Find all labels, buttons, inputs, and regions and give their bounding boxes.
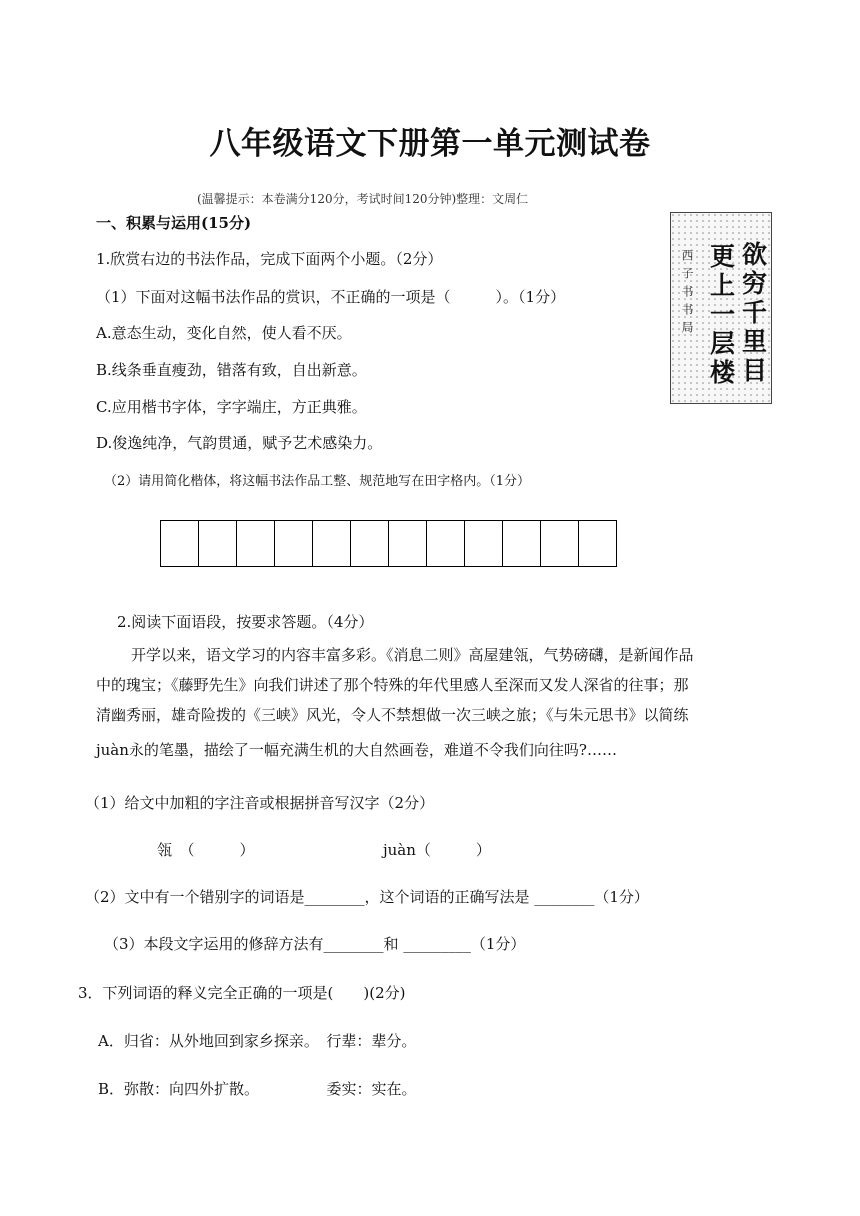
grid-cell[interactable] xyxy=(161,521,199,566)
passage-line: 清幽秀丽，雄奇险拨的《三峡》风光，令人不禁想做一次三峡之旅；《与朱元思书》以简练 xyxy=(96,706,689,724)
question-2-stem: 2.阅读下面语段，按要求答题。（4分） xyxy=(117,613,374,631)
option-d: D.俊逸纯净，气韵贯通，赋予艺术感染力。 xyxy=(96,434,383,452)
calligraphy-col-1: 欲穷千里目 xyxy=(738,241,768,386)
exam-hint: (温馨提示：本卷满分120分，考试时间120分钟)整理：文周仁 xyxy=(197,192,529,206)
option-a: A.意态生动，变化自然，使人看不厌。 xyxy=(96,324,352,342)
grid-cell[interactable] xyxy=(275,521,313,566)
fill-blank-2[interactable]: juàn（ ） xyxy=(383,841,491,859)
question-1-stem: 1.欣赏右边的书法作品，完成下面两个小题。（2分） xyxy=(96,250,443,268)
grid-cell[interactable] xyxy=(237,521,275,566)
section-heading: 一、积累与运用(15分) xyxy=(96,214,252,232)
question-1-sub-1: （1）下面对这幅书法作品的赏识，不正确的一项是（ ）。（1分） xyxy=(96,288,566,306)
passage-line: juàn永的笔墨，描绘了一幅充满生机的大自然画卷，难道不令我们向往吗?…… xyxy=(96,741,617,759)
grid-cell[interactable] xyxy=(389,521,427,566)
question-3-option-a: A．归省：从外地回到家乡探亲。 行辈：辈分。 xyxy=(98,1032,417,1050)
question-2-sub-3: （3）本段文字运用的修辞方法有________和 _________（1分） xyxy=(104,935,526,953)
grid-cell[interactable] xyxy=(427,521,465,566)
calligraphy-image xyxy=(670,212,772,404)
page-title: 八年级语文下册第一单元测试卷 xyxy=(209,126,651,162)
fill-blank-1[interactable]: 瓴 （ ） xyxy=(157,841,255,859)
grid-cell[interactable] xyxy=(465,521,503,566)
grid-cell[interactable] xyxy=(351,521,389,566)
grid-cell[interactable] xyxy=(503,521,541,566)
writing-grid[interactable] xyxy=(160,520,617,567)
question-3-stem: 3．下列词语的释义完全正确的一项是( )(2分) xyxy=(78,984,406,1002)
grid-cell[interactable] xyxy=(313,521,351,566)
calligraphy-col-2: 更上一层楼 xyxy=(706,243,736,388)
question-3-option-b: B．弥散：向四外扩散。 委实：实在。 xyxy=(98,1080,417,1098)
option-b: B.线条垂直瘦劲，错落有致，自出新意。 xyxy=(96,361,367,379)
question-1-sub-2: （2）请用简化楷体，将这幅书法作品工整、规范地写在田字格内。（1分） xyxy=(104,474,531,489)
option-c: C.应用楷书字体，字字端庄，方正典雅。 xyxy=(96,398,367,416)
question-2-sub-1: （1）给文中加粗的字注音或根据拼音写汉字（2分） xyxy=(85,794,435,812)
grid-cell[interactable] xyxy=(199,521,237,566)
passage-line: 开学以来，语文学习的内容丰富多彩。《消息二则》高屋建瓴，气势磅礴，是新闻作品 xyxy=(131,646,694,664)
grid-cell[interactable] xyxy=(579,521,616,566)
calligraphy-signature: 西子书书局 xyxy=(680,249,694,339)
passage-line: 中的瑰宝；《藤野先生》向我们讲述了那个特殊的年代里感人至深而又发人深省的往事；那 xyxy=(96,676,689,694)
question-2-sub-2: （2）文中有一个错别字的词语是________，这个词语的正确写法是 ________（1分） xyxy=(85,888,649,906)
grid-cell[interactable] xyxy=(541,521,579,566)
